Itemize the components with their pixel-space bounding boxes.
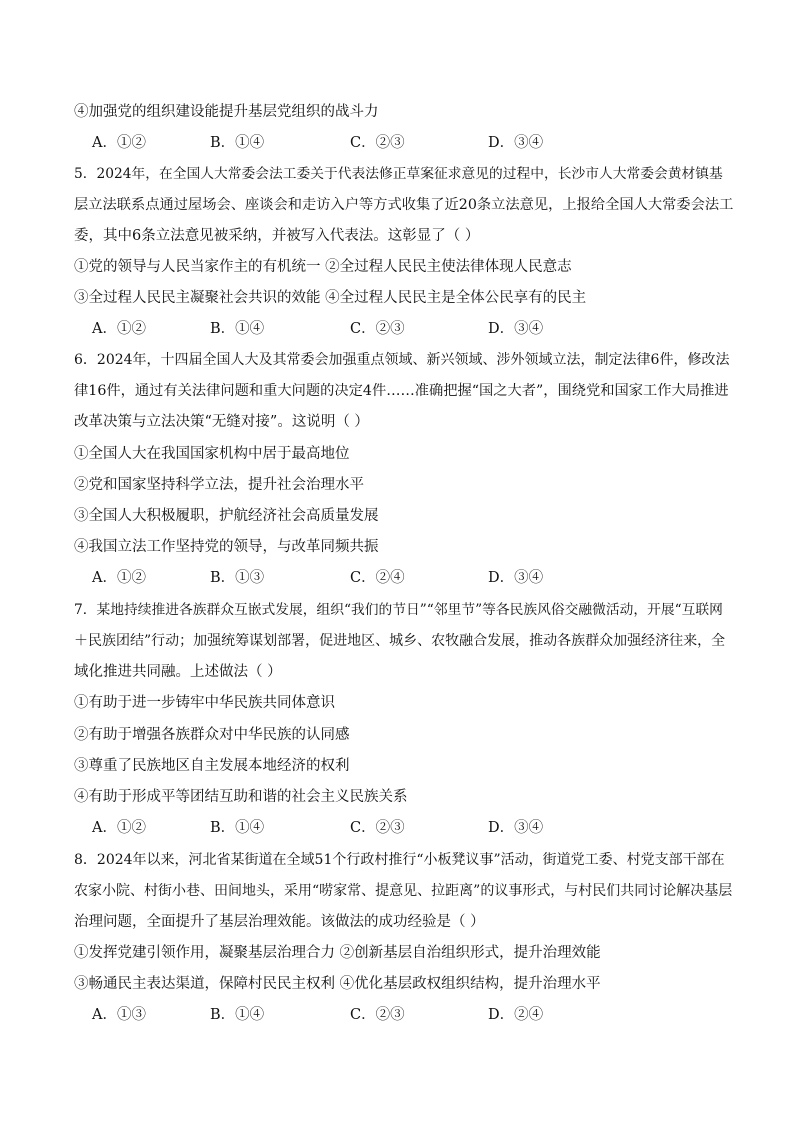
q8-options <box>92 1005 652 1025</box>
q7-statement-1: ①有助于进一步铸牢中华民族共同体意识 <box>74 695 335 711</box>
q8-statements-1-2: ①发挥党建引领作用，凝聚基层治理合力 ②创新基层自治组织形式，提升治理效能 <box>74 945 601 961</box>
q7-statement-4: ④有助于形成平等团结互助和谐的社会主义民族关系 <box>74 789 408 805</box>
q5-option-d[interactable]: D．③④ <box>488 321 544 337</box>
q8-statements-3-4: ③畅通民主表达渠道，保障村民民主权利 ④优化基层政权组织结构，提升治理水平 <box>74 976 601 992</box>
q8-stem-line-3: 治理问题，全面提升了基层治理效能。该做法的成功经验是（ ） <box>74 914 485 930</box>
q7-option-a[interactable]: A．①② <box>92 820 146 836</box>
q7-option-d[interactable]: D．③④ <box>488 820 544 836</box>
q6-stem-line-1: 6．2024年，十四届全国人大及其常委会加强重点领域、新兴领域、涉外领域立法，制定法律6件，修改法 <box>74 352 730 368</box>
q4-option-d[interactable]: D．③④ <box>488 135 544 151</box>
q6-statement-3: ③全国人大积极履职，护航经济社会高质量发展 <box>74 508 379 524</box>
q8-option-b[interactable]: B．①④ <box>210 1007 265 1023</box>
q5-option-c[interactable]: C．②③ <box>350 321 405 337</box>
q6-stem-line-3: 改革决策与立法决策“无缝对接”。这说明（ ） <box>74 414 369 430</box>
q6-option-b[interactable]: B．①③ <box>210 570 265 586</box>
q6-option-a[interactable]: A．①② <box>92 570 146 586</box>
q4-option-c[interactable]: C．②③ <box>350 135 405 151</box>
q6-option-c[interactable]: C．②④ <box>350 570 405 586</box>
q7-option-c[interactable]: C．②③ <box>350 820 405 836</box>
q4-statement-4: ④加强党的组织建设能提升基层党组织的战斗力 <box>74 104 379 120</box>
q7-stem-line-1: 7．某地持续推进各族群众互嵌式发展，组织“我们的节日”“邻里节”等各民族风俗交融微活动，开展“互联网 <box>74 602 723 618</box>
q8-stem-line-2: 农家小院、村街小巷、田间地头，采用“唠家常、提意见、拉距离”的议事形式，与村民们共同讨论解决基层 <box>74 883 733 899</box>
q5-stem-line-2: 层立法联系点通过屋场会、座谈会和走访入户等方式收集了近20条立法意见，上报给全国人大常委会法工 <box>74 197 734 213</box>
q8-option-d[interactable]: D．②④ <box>488 1007 544 1023</box>
q5-statements-1-2: ①党的领导与人民当家作主的有机统一 ②全过程人民民主使法律体现人民意志 <box>74 259 572 275</box>
q7-options <box>92 818 652 838</box>
q5-option-a[interactable]: A．①② <box>92 321 146 337</box>
q4-options <box>92 133 652 153</box>
q7-stem-line-2: ＋民族团结”行动；加强统筹谋划部署，促进地区、城乡、农牧融合发展，推动各族群众加强经济往来，全 <box>74 633 726 649</box>
q6-statement-4: ④我国立法工作坚持党的领导，与改革同频共振 <box>74 539 379 555</box>
q6-statement-1: ①全国人大在我国国家机构中居于最高地位 <box>74 446 350 462</box>
q8-option-c[interactable]: C．②③ <box>350 1007 405 1023</box>
q6-statement-2: ②党和国家坚持科学立法，提升社会治理水平 <box>74 477 364 493</box>
q5-statements-3-4: ③全过程人民民主凝聚社会共识的效能 ④全过程人民民主是全体公民享有的民主 <box>74 290 587 306</box>
q7-statement-2: ②有助于增强各族群众对中华民族的认同感 <box>74 727 350 743</box>
q5-options <box>92 319 652 339</box>
q8-stem-line-1: 8．2024年以来，河北省某街道在全域51个行政村推行“小板凳议事”活动，街道党工委、村党支部干部在 <box>74 852 725 868</box>
q5-stem-line-3: 委，其中6条立法意见被采纳，并被写入代表法。这彰显了（ ） <box>74 228 480 244</box>
q6-options <box>92 568 652 588</box>
q8-option-a[interactable]: A．①③ <box>92 1007 146 1023</box>
q6-option-d[interactable]: D．③④ <box>488 570 544 586</box>
q4-option-b[interactable]: B．①④ <box>210 135 265 151</box>
q7-statement-3: ③尊重了民族地区自主发展本地经济的权利 <box>74 758 350 774</box>
q5-stem-line-1: 5．2024年，在全国人大常委会法工委关于代表法修正草案征求意见的过程中，长沙市人大常委会黄材镇基 <box>74 166 723 182</box>
q7-stem-line-3: 域化推进共同融。上述做法（ ） <box>74 664 282 680</box>
q4-option-a[interactable]: A．①② <box>92 135 146 151</box>
q7-option-b[interactable]: B．①④ <box>210 820 265 836</box>
q6-stem-line-2: 律16件，通过有关法律问题和重大问题的决定4件……准确把握“国之大者”，围绕党和国家工作大局推进 <box>74 383 729 399</box>
q5-option-b[interactable]: B．①④ <box>210 321 265 337</box>
